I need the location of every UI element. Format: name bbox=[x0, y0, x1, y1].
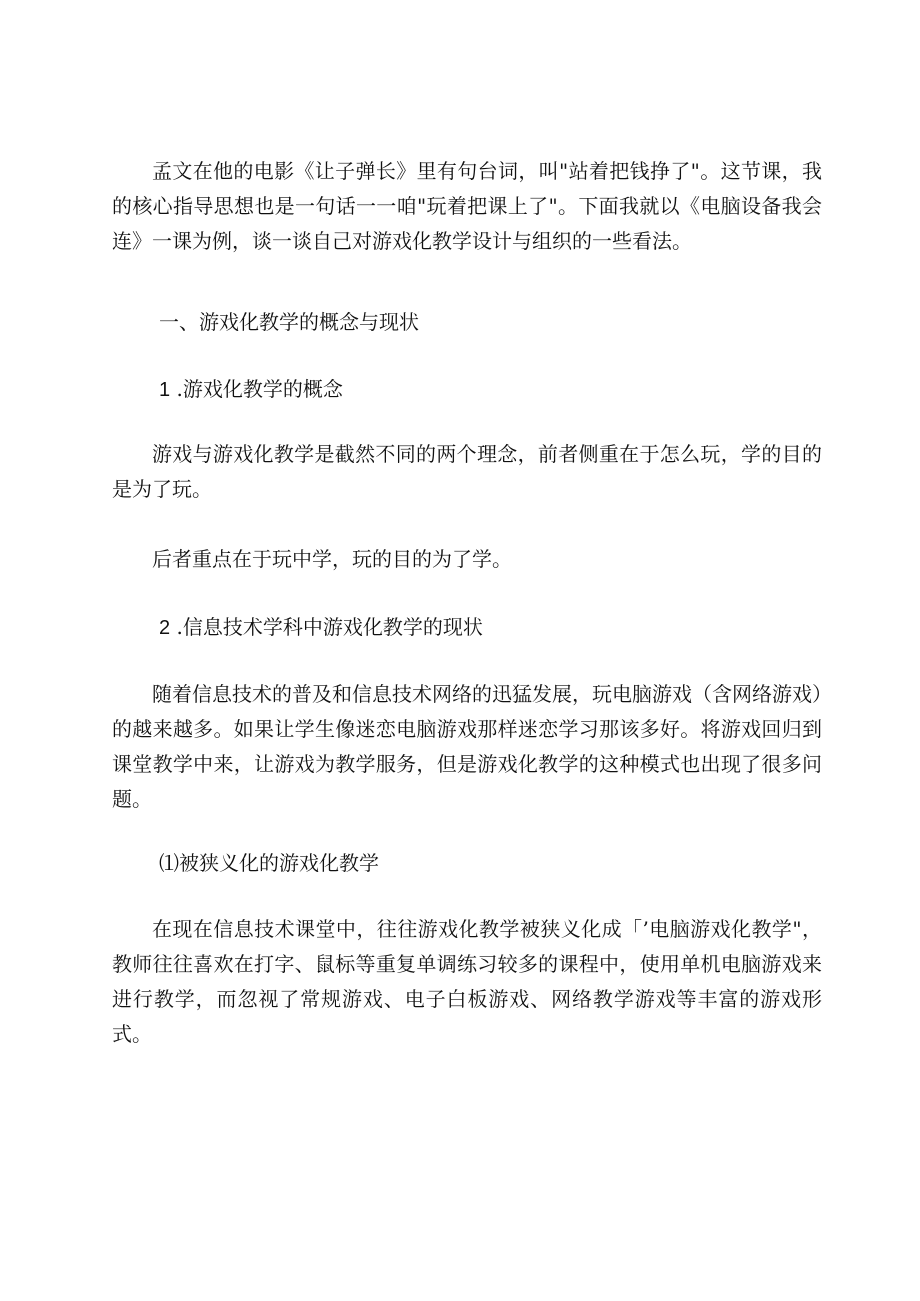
subsection-title-1: .游戏化教学的概念 bbox=[176, 377, 343, 401]
item-heading-1: ⑴被狭义化的游戏化教学 bbox=[159, 851, 379, 875]
subsection-heading-1 bbox=[159, 372, 819, 408]
intro-paragraph: 孟文在他的电影《让子弹长》里有句台词，叫"站着把钱挣了"。这节课，我的核心指导思想也是一句话一一咱"玩着把课上了"。下面我就以《电脑设备我会连》一课为例，谈一谈自己对游戏化教学设计与组织的一些看法。 bbox=[112, 159, 822, 253]
concept-paragraph-2: 后者重点在于玩中学，玩的目的为了学。 bbox=[152, 547, 512, 571]
section-heading-1: 一、游戏化教学的概念与现状 bbox=[159, 310, 419, 334]
subsection-number-1: 1 bbox=[159, 379, 171, 401]
subsection-title-2: .信息技术学科中游戏化教学的现状 bbox=[176, 615, 483, 639]
status-paragraph: 随着信息技术的普及和信息技术网络的迅猛发展，玩电脑游戏（含网络游戏）的越来越多。如果让学生像迷恋电脑游戏那样迷恋学习那该多好。将游戏回归到课堂教学中来，让游戏为教学服务，但是游戏化教学的这种模式也出现了很多问题。 bbox=[112, 682, 822, 811]
subsection-number-2: 2 bbox=[159, 617, 171, 639]
subsection-heading-2 bbox=[159, 610, 819, 646]
concept-paragraph-1: 游戏与游戏化教学是截然不同的两个理念，前者侧重在于怎么玩，学的目的是为了玩。 bbox=[112, 442, 822, 501]
narrow-paragraph: 在现在信息技术课堂中，往往游戏化教学被狭义化成「’电脑游戏化教学"，教师往往喜欢在打字、鼠标等重复单调练习较多的课程中，使用单机电脑游戏来进行教学，而忽视了常规游戏、电子白板游戏、网络教学游戏等丰富的游戏形式。 bbox=[112, 917, 822, 1046]
